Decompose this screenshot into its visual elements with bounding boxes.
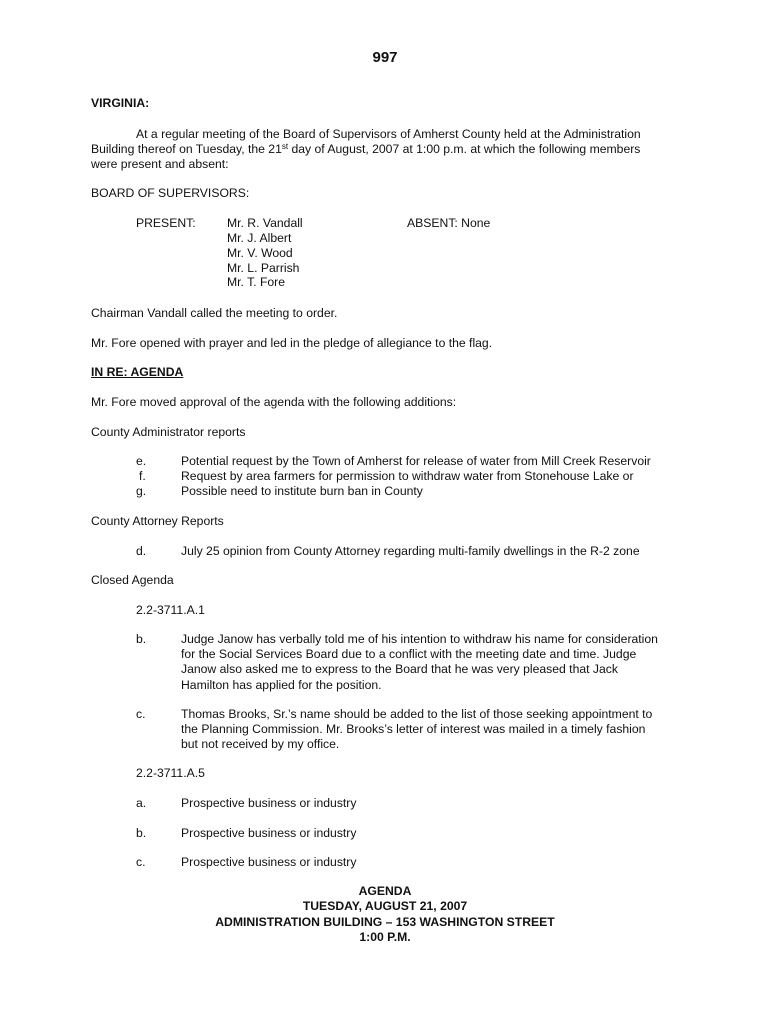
item-text: Request by area farmers for permission to withdraw water from Stonehouse Lake or <box>181 469 634 483</box>
absent-text: ABSENT: None <box>407 216 491 230</box>
call-to-order: Chairman Vandall called the meeting to order. <box>91 306 338 320</box>
ordinal-suffix: st <box>281 142 289 151</box>
item-letter: c. <box>136 707 146 721</box>
subsection-heading: Closed Agenda <box>91 573 174 587</box>
intro-line-2-start: Building thereof on Tuesday, the 21 <box>91 142 282 156</box>
member-name: Mr. T. Fore <box>227 275 286 289</box>
section-heading: IN RE: AGENDA <box>91 365 184 379</box>
code-reference: 2.2-3711.A.5 <box>136 766 205 780</box>
agenda-title: AGENDA <box>358 884 412 898</box>
page-number: 997 <box>372 49 398 66</box>
code-reference: 2.2-3711.A.1 <box>136 603 205 617</box>
intro-line-2 <box>91 142 640 157</box>
subsection-heading: County Attorney Reports <box>91 514 224 528</box>
agenda-time: 1:00 P.M. <box>359 930 411 944</box>
item-text: Prospective business or industry <box>181 855 357 869</box>
item-text: the Planning Commission. Mr. Brooks’s letter of interest was mailed in a timely fashion <box>181 722 646 736</box>
intro-line-2-end: day of August, 2007 at 1:00 p.m. at which the following members <box>288 142 641 156</box>
item-letter: f. <box>139 469 146 483</box>
item-letter: b. <box>136 632 147 646</box>
member-name: Mr. V. Wood <box>227 246 293 260</box>
state-heading: VIRGINIA: <box>91 96 150 110</box>
member-name: Mr. R. Vandall <box>227 216 303 230</box>
motion-statement: Mr. Fore moved approval of the agenda with the following additions: <box>91 395 457 409</box>
item-text: Prospective business or industry <box>181 796 357 810</box>
present-label: PRESENT: <box>136 216 196 230</box>
item-text: for the Social Services Board due to a conflict with the meeting date and time. Judge <box>181 647 637 661</box>
item-letter: c. <box>136 855 146 869</box>
intro-line-1: At a regular meeting of the Board of Supervisors of Amherst County held at the Administration <box>136 127 641 141</box>
item-text: Prospective business or industry <box>181 826 357 840</box>
item-text: Thomas Brooks, Sr.’s name should be added to the list of those seeking appointment to <box>181 707 653 721</box>
item-text: but not received by my office. <box>181 737 340 751</box>
item-text: Potential request by the Town of Amherst for release of water from Mill Creek Reservoir <box>181 454 651 468</box>
item-letter: a. <box>136 796 147 810</box>
item-letter: d. <box>136 544 147 558</box>
board-heading: BOARD OF SUPERVISORS: <box>91 186 250 200</box>
prayer-statement: Mr. Fore opened with prayer and led in the pledge of allegiance to the flag. <box>91 336 493 350</box>
member-name: Mr. J. Albert <box>227 231 292 245</box>
item-letter: e. <box>136 454 147 468</box>
agenda-location: ADMINISTRATION BUILDING – 153 WASHINGTON STREET <box>215 915 555 929</box>
item-text: Possible need to institute burn ban in County <box>181 484 423 498</box>
member-name: Mr. L. Parrish <box>227 261 300 275</box>
item-text: July 25 opinion from County Attorney regarding multi-family dwellings in the R-2 zone <box>181 544 640 558</box>
intro-line-3: were present and absent: <box>91 157 229 171</box>
subsection-heading: County Administrator reports <box>91 425 246 439</box>
item-letter: g. <box>136 484 147 498</box>
item-text: Janow also asked me to express to the Board that he was very pleased that Jack <box>181 662 618 676</box>
item-text: Judge Janow has verbally told me of his intention to withdraw his name for consideration <box>181 632 658 646</box>
item-text: Hamilton has applied for the position. <box>181 678 382 692</box>
item-letter: b. <box>136 826 147 840</box>
agenda-date: TUESDAY, AUGUST 21, 2007 <box>302 899 468 913</box>
